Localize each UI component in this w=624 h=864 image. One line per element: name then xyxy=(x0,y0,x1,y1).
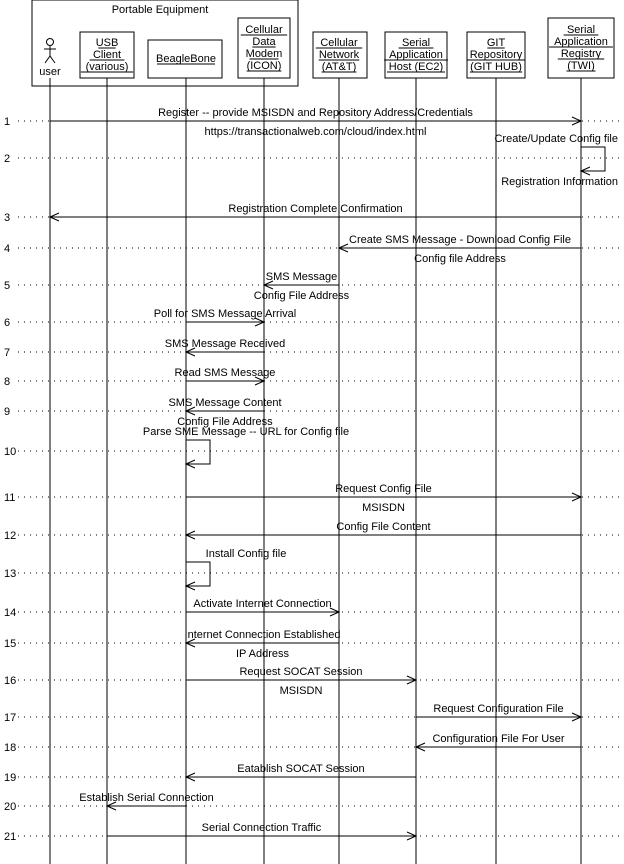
message-label: SMS Message Received xyxy=(164,338,286,350)
step-number: 14 xyxy=(4,607,17,619)
step-number: 21 xyxy=(4,831,17,843)
message-note: https://transactionalweb.com/cloud/index.html xyxy=(204,126,427,138)
actor-label-user: user xyxy=(39,66,61,78)
actor-label-usb: USB xyxy=(95,37,119,49)
step-number: 8 xyxy=(4,376,11,388)
actor-label-net: Cellular xyxy=(320,37,358,49)
message-label: Registration Complete Confirmation xyxy=(228,203,403,215)
self-message-loop xyxy=(581,147,605,171)
message-14 xyxy=(186,598,339,616)
step-number: 11 xyxy=(4,492,16,504)
step-number: 13 xyxy=(4,568,17,580)
message-label: Parse SME Message -- URL for Config file xyxy=(142,426,350,438)
message-label: Serial Connection Traffic xyxy=(201,822,322,834)
message-11 xyxy=(186,483,581,514)
message-label: Config File Content xyxy=(336,521,431,533)
actor-label-usb: Client xyxy=(92,49,122,61)
user-head xyxy=(47,39,54,46)
message-19 xyxy=(186,763,416,781)
user-actor-icon xyxy=(44,39,56,64)
actor-label-git: (GIT HUB) xyxy=(470,61,522,73)
actor-label-git: Repository xyxy=(469,49,523,61)
message-16 xyxy=(186,666,416,697)
step-number: 5 xyxy=(4,280,11,292)
message-label: SMS Message Content xyxy=(168,397,282,409)
user-leg-right xyxy=(50,56,55,63)
message-note: MSISDN xyxy=(362,502,405,514)
message-label: Configuration File For User xyxy=(432,733,565,745)
actor-label-reg: (TWI) xyxy=(567,60,595,72)
message-label: Read SMS Message xyxy=(174,367,276,379)
step-number: 16 xyxy=(4,675,17,687)
message-label: Create/Update Config file xyxy=(494,133,618,145)
message-label: Activate Internet Connection xyxy=(193,598,332,610)
message-note: Config File Address xyxy=(253,290,350,302)
actor-label-modem: (ICON) xyxy=(246,60,282,72)
actor-label-reg: Serial xyxy=(566,24,596,36)
message-9 xyxy=(168,397,281,428)
message-2 xyxy=(494,133,618,188)
step-number: 19 xyxy=(4,772,17,784)
message-label: SMS Message xyxy=(265,271,338,283)
message-10 xyxy=(143,426,349,468)
message-label: Internet Connection Established xyxy=(184,629,341,641)
message-3 xyxy=(50,203,581,221)
step-number: 6 xyxy=(4,317,11,329)
message-13 xyxy=(186,548,286,590)
message-note: Config file Address xyxy=(414,253,506,265)
step-number: 3 xyxy=(4,212,11,224)
message-5 xyxy=(254,271,350,302)
message-label: Register -- provide MSISDN and Repository Address/Credentials xyxy=(158,107,473,119)
actor-label-reg: Application xyxy=(554,36,608,48)
message-label: Request Config File xyxy=(335,483,432,495)
message-label: Eatablish SOCAT Session xyxy=(237,763,365,775)
step-number: 7 xyxy=(4,347,11,359)
message-17 xyxy=(416,703,581,721)
actor-label-net: Network xyxy=(318,49,360,61)
actor-label-modem: Modem xyxy=(245,48,283,60)
user-leg-left xyxy=(45,56,50,63)
message-label: Request Configuration File xyxy=(433,703,564,715)
message-note: MSISDN xyxy=(279,685,323,697)
message-21 xyxy=(107,822,416,840)
message-15 xyxy=(185,629,341,660)
step-number: 12 xyxy=(4,530,17,542)
actor-label-host: Host (EC2) xyxy=(388,61,444,73)
step-number: 9 xyxy=(4,406,11,418)
message-label: Install Config file xyxy=(205,548,287,560)
step-number: 10 xyxy=(4,446,17,458)
self-message-loop xyxy=(186,440,210,464)
actor-label-modem: Cellular xyxy=(245,24,283,36)
message-note: Config File Address xyxy=(177,416,273,428)
message-6 xyxy=(154,308,296,326)
actor-label-bb: BeagleBone xyxy=(156,53,216,65)
actor-label-git: GIT xyxy=(486,37,506,49)
message-label: Request SOCAT Session xyxy=(239,666,363,678)
messages xyxy=(50,107,618,840)
message-12 xyxy=(186,521,581,539)
actor-label-modem: Data xyxy=(252,36,276,48)
lifelines xyxy=(50,78,581,864)
message-label: Create SMS Message - Download Config File xyxy=(349,234,571,246)
message-8 xyxy=(175,367,276,385)
step-number: 18 xyxy=(4,742,17,754)
actor-label-host: Serial xyxy=(401,37,431,49)
message-18 xyxy=(416,733,581,751)
message-20 xyxy=(79,792,214,810)
actor-label-host: Application xyxy=(389,49,443,61)
step-number: 17 xyxy=(4,712,17,724)
actor-label-net: (AT&T) xyxy=(321,61,357,73)
message-7 xyxy=(165,338,285,356)
actor-label-usb: (various) xyxy=(85,61,129,73)
step-number: 15 xyxy=(4,638,17,650)
step-number: 2 xyxy=(4,153,11,165)
group-label: Portable Equipment xyxy=(111,4,209,16)
self-message-loop xyxy=(186,562,210,586)
step-number: 1 xyxy=(4,116,11,128)
message-4 xyxy=(339,234,581,265)
step-number: 4 xyxy=(4,243,11,255)
message-note: Registration Information xyxy=(501,176,618,188)
message-note: IP Address xyxy=(236,648,289,660)
actors xyxy=(39,18,614,78)
message-label: Establish Serial Connection xyxy=(79,792,214,804)
message-label: Poll for SMS Message Arrival xyxy=(153,308,297,320)
actor-label-reg: Registry xyxy=(560,48,602,60)
step-number: 20 xyxy=(4,801,17,813)
